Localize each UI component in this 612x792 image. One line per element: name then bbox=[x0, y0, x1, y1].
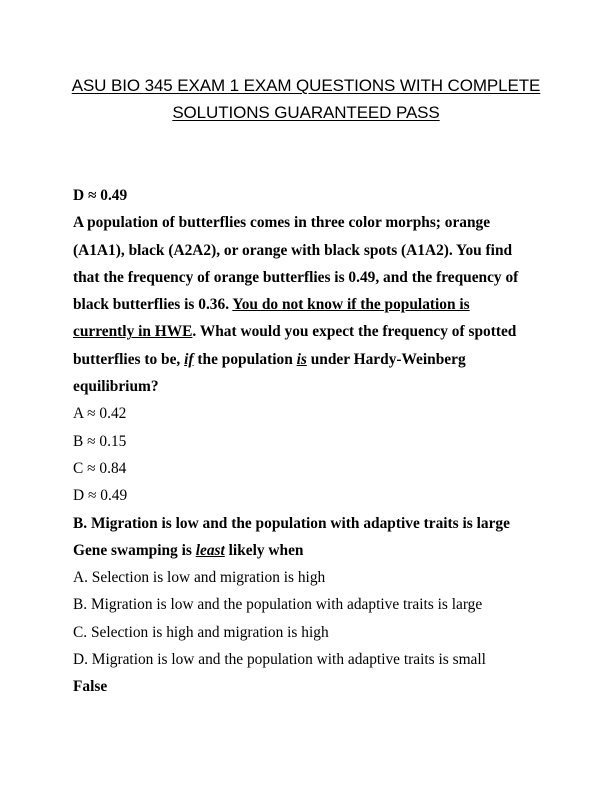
q1-options bbox=[73, 400, 553, 509]
q1-underlined-hwe: currently in HWE bbox=[73, 323, 193, 341]
q2-answer: B. Migration is low and the population with adaptive traits is large bbox=[73, 514, 510, 532]
q2-question bbox=[73, 537, 553, 564]
q2-option-b: B. Migration is low and the population with adaptive traits is large bbox=[73, 596, 483, 614]
q1-answer: D ≈ 0.49 bbox=[73, 187, 128, 204]
q1-emphasis-if: if bbox=[184, 350, 194, 368]
q1-question-line-6 bbox=[73, 346, 553, 373]
q2-text: Gene swamping is bbox=[73, 541, 196, 559]
q1-question-line-4 bbox=[73, 291, 553, 318]
q2-text: likely when bbox=[224, 541, 304, 559]
title-line-1: ASU BIO 345 EXAM 1 EXAM QUESTIONS WITH COMPLETE bbox=[71, 76, 541, 95]
q1-option-d: D ≈ 0.49 bbox=[73, 487, 128, 505]
document-body bbox=[73, 182, 553, 701]
q1-question-line-7: equilibrium? bbox=[73, 378, 159, 396]
q1-option-a: A ≈ 0.42 bbox=[73, 405, 127, 423]
q1-option-c: C ≈ 0.84 bbox=[73, 459, 127, 477]
document-title bbox=[40, 72, 572, 126]
q1-question-line-3: that the frequency of orange butterflies is 0.49, and the frequency of bbox=[73, 268, 519, 286]
q1-question-line-1: A population of butterflies comes in three color morphs; orange bbox=[73, 214, 491, 232]
q3-answer: False bbox=[73, 678, 108, 696]
q1-emphasis-is: is bbox=[296, 350, 307, 368]
q1-option-b: B ≈ 0.15 bbox=[73, 432, 127, 450]
q1-question bbox=[73, 209, 553, 400]
q1-text: . What would you expect the frequency of spotted bbox=[192, 323, 517, 341]
q1-question-line-2: (A1A1), black (A2A2), or orange with black spots (A1A2). You find bbox=[73, 241, 513, 259]
q2-options bbox=[73, 564, 553, 673]
q1-underlined-text: You do not know if the population is bbox=[232, 296, 470, 314]
q1-text: the population bbox=[193, 350, 297, 368]
title-line-2: SOLUTIONS GUARANTEED PASS bbox=[172, 103, 440, 122]
q2-option-c: C. Selection is high and migration is high bbox=[73, 623, 329, 641]
q2-option-a: A. Selection is low and migration is high bbox=[73, 569, 326, 587]
q2-emphasis-least: least bbox=[195, 541, 225, 559]
q1-question-line-5 bbox=[73, 318, 553, 345]
q1-text: black butterflies is 0.36. bbox=[73, 296, 233, 314]
q1-text: under Hardy-Weinberg bbox=[306, 350, 466, 368]
q1-text: butterflies to be, bbox=[73, 350, 185, 368]
q2-option-d: D. Migration is low and the population with adaptive traits is small bbox=[73, 651, 486, 669]
